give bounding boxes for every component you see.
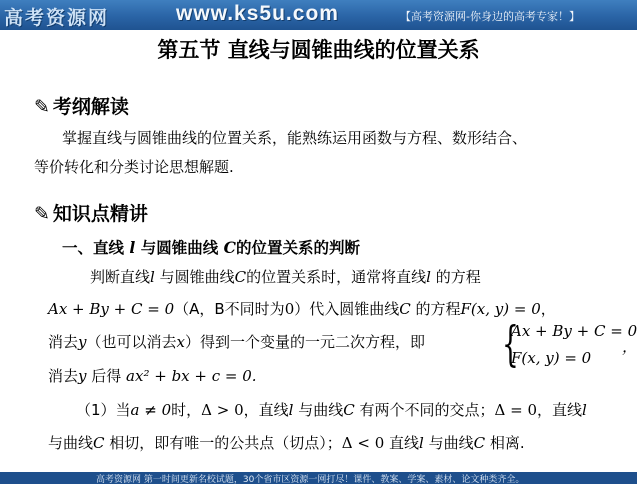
paragraph-line-4: 消去y 后得 ax² + bx + c = 0. (48, 367, 257, 385)
footer-banner (0, 472, 637, 484)
paragraph-line-3: 消去y（也可以消去x）得到一个变量的一元二次方程，即 (48, 333, 425, 351)
paragraph-line-1: 判断直线l 与圆锥曲线C的位置关系时，通常将直线l 的方程 (90, 268, 481, 286)
curve-equation: F(x, y) = 0 (460, 300, 541, 318)
section-heading-label: 知识点精讲 (52, 203, 148, 225)
pencil-icon: ✎ (34, 203, 50, 225)
line-equation: Ax + By + C = 0 (48, 300, 175, 318)
page-title: 第五节 直线与圆锥曲线的位置关系 (157, 38, 480, 62)
system-line-2: F(x, y) = 0 (511, 349, 592, 367)
paragraph-line-2: Ax + By + C = 0（A，B不同时为0）代入圆锥曲线C 的方程F(x, y) = 0， (48, 300, 556, 318)
system-brace: { (502, 316, 519, 372)
system-line-1: Ax + By + C = 0 (511, 322, 637, 340)
section-heading-knowledge (34, 199, 148, 226)
equation-system (502, 316, 637, 372)
paragraph-line-5: （1）当a ≠ 0时，Δ > 0，直线l 与曲线C 有两个不同的交点；Δ = 0，直线l (76, 401, 587, 419)
site-logo[interactable]: 高考资源网 (4, 7, 110, 29)
subheading: 一、直线 l 与圆锥曲线 C的位置关系的判断 (62, 238, 360, 257)
section-heading-label: 考纲解读 (52, 96, 129, 118)
header-banner (0, 0, 637, 30)
footer-text[interactable]: 高考资源网 第一时间更新名校试题，30个省市区资源一网打尽！课件、教案、学案、素材、论文种类齐全。 (96, 475, 525, 485)
syllabus-line-2: 等价转化和分类讨论思想解题. (34, 158, 234, 176)
syllabus-line-1: 掌握直线与圆锥曲线的位置关系，能熟练运用函数与方程、数形结合、 (62, 129, 528, 147)
paragraph-line-6: 与曲线C 相切，即有唯一的公共点（切点）；Δ < 0 直线l 与曲线C 相离. (48, 434, 525, 452)
system-comma: ， (622, 338, 637, 356)
site-slogan: 【高考资源网-你身边的高考专家！】 (400, 10, 580, 23)
section-heading-syllabus (34, 92, 129, 119)
pencil-icon: ✎ (34, 96, 50, 118)
quadratic-equation: ax² + bx + c = 0. (126, 367, 257, 385)
site-url[interactable]: www.ks5u.com (176, 2, 339, 25)
